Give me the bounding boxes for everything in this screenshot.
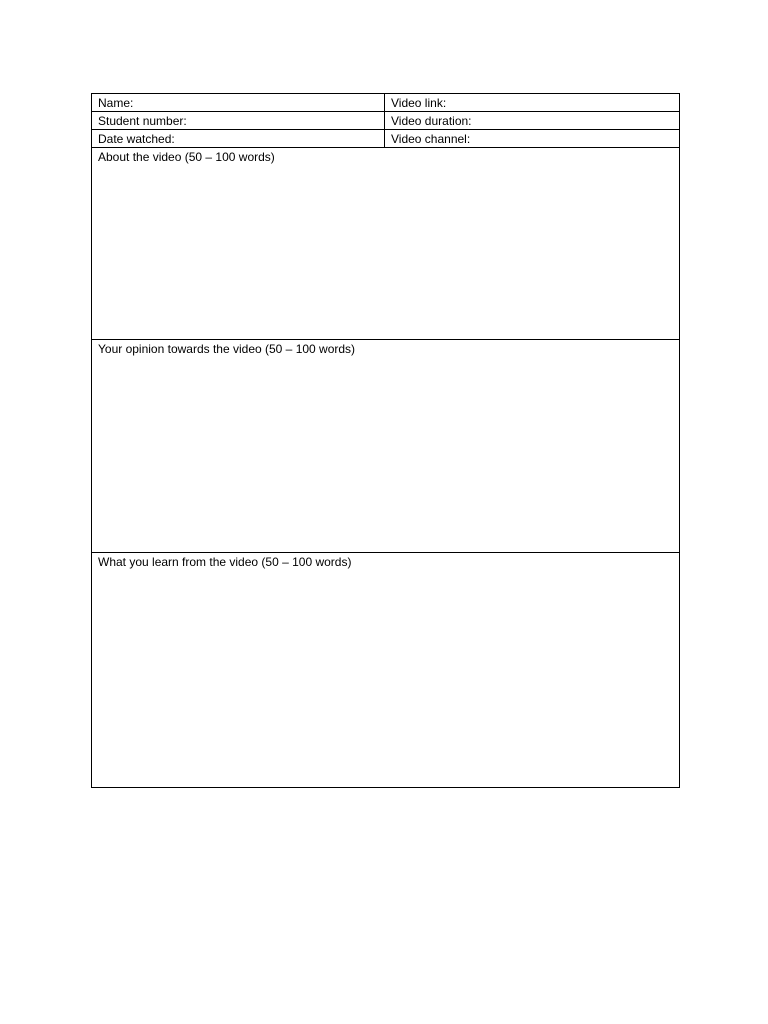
form-row-date-watched [92, 130, 680, 148]
video-link-field[interactable] [385, 94, 680, 112]
form-row-name [92, 94, 680, 112]
student-number-field[interactable] [92, 112, 385, 130]
name-label: Name: [98, 96, 134, 110]
video-link-label: Video link: [391, 96, 447, 110]
video-duration-label: Video duration: [391, 114, 472, 128]
name-field[interactable] [92, 94, 385, 112]
video-duration-field[interactable] [385, 112, 680, 130]
opinion-label: Your opinion towards the video (50 – 100 words) [98, 342, 356, 356]
date-watched-label: Date watched: [98, 132, 175, 146]
date-watched-field[interactable] [92, 130, 385, 148]
opinion-answer-area[interactable] [92, 340, 680, 553]
learning-label: What you learn from the video (50 – 100 words) [98, 555, 352, 569]
about-video-section [92, 148, 680, 340]
student-number-label: Student number: [98, 114, 187, 128]
about-video-label: About the video (50 – 100 words) [98, 150, 275, 164]
opinion-section [92, 340, 680, 553]
learning-section [92, 553, 680, 788]
video-channel-label: Video channel: [391, 132, 471, 146]
video-channel-field[interactable] [385, 130, 680, 148]
about-video-answer-area[interactable] [92, 148, 680, 340]
video-review-form [91, 93, 680, 788]
form-row-student-number [92, 112, 680, 130]
learning-answer-area[interactable] [92, 553, 680, 788]
